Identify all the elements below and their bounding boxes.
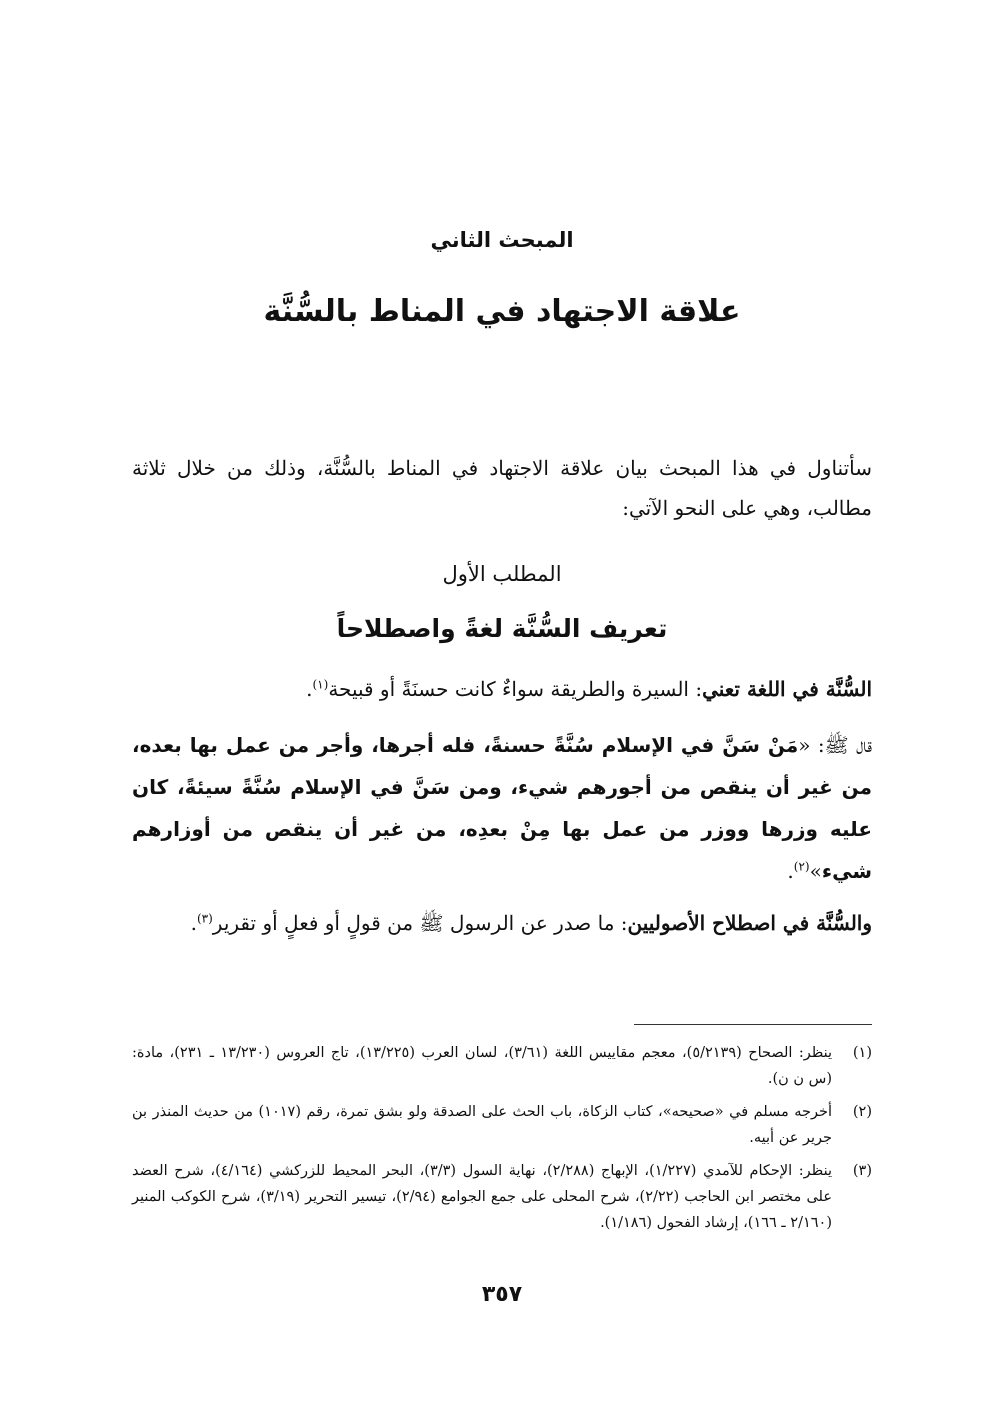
definition-language-paragraph — [132, 668, 872, 711]
definition-usul-text: : ما صدر عن الرسول ﷺ من قولٍ أو فعلٍ أو تقرير — [212, 911, 628, 935]
definition-language-text: : السيرة والطريقة سواءٌ كانت حسنَةً أو قبيحة — [328, 677, 703, 701]
footnote-text: أخرجه مسلم في «صحيحه»، كتاب الزكاة، باب الحث على الصدقة ولو بشق تمرة، رقم (١٠١٧) من حديث المنذر بن جرير عن أبيه. — [132, 1104, 833, 1146]
period: . — [190, 911, 197, 935]
subsection-title: تعريف السُّنَّة لغةً واصطلاحاً — [336, 614, 668, 643]
hadith-text: مَنْ سَنَّ في الإسلام سُنَّةً حسنةً، فله أجرها، وأجر من عمل بها بعده، من غير أن ينقص من أجورهم شيء، ومن سَنَّ في الإسلام سُنَّةً سيئةً، كان عليه وزرها ووزر من عمل بها مِنْ بعدِه، من غير أن ينقص من أوزارهم شيء — [132, 733, 872, 883]
hadith-intro: قال ﷺ: « — [798, 733, 872, 757]
footnote-ref-3[interactable]: (٣) — [196, 911, 213, 926]
definition-language-lead: السُّنَّة في اللغة تعني — [702, 677, 872, 701]
subsection-label: المطلب الأول — [442, 562, 562, 586]
hadith-close-quote: » — [809, 859, 822, 883]
footnote-ref-1[interactable]: (١) — [312, 677, 329, 692]
footnote-ref-2[interactable]: (٢) — [793, 859, 810, 874]
footnote-number: (٢) — [852, 1104, 872, 1120]
footnote-text: ينظر: الصحاح (٥/٢١٣٩)، معجم مقاييس اللغة (٣/٦١)، لسان العرب (١٣/٢٢٥)، تاج العروس (١٣/٢٣٠ ـ ٢٣١)، مادة: (س ن ن). — [132, 1045, 833, 1087]
period: . — [787, 859, 794, 883]
definition-usul-paragraph — [132, 902, 872, 945]
footnote-divider — [634, 1024, 872, 1025]
footnote-text: ينظر: الإحكام للآمدي (١/٢٢٧)، الإبهاج (٢/٢٨٨)، نهاية السول (٣/٣)، البحر المحيط للزركشي (٤/١٦٤)، شرح العضد على مختصر ابن الحاجب (٢/٢٢)، شرح المحلى على جمع الجوامع (٢/٩٤)، تيسير التحرير (٣/١٩)، شرح الكوكب المنير (٢/١٦٠ ـ ١٦٦)، إرشاد الفحول (١/١٨٦). — [132, 1163, 832, 1231]
period: . — [306, 677, 313, 701]
footnotes — [132, 1040, 872, 1243]
page-number: ٣٥٧ — [481, 1282, 523, 1307]
intro-paragraph: سأتناول في هذا المبحث بيان علاقة الاجتهاد في المناط بالسُّنَّة، وذلك من خلال ثلاثة مطالب، وهي على النحو الآتي: — [132, 456, 872, 520]
chapter-label: المبحث الثاني — [430, 228, 574, 252]
footnote-item — [132, 1099, 872, 1151]
chapter-title: علاقة الاجتهاد في المناط بالسُّنَّة — [263, 294, 741, 329]
book-page — [132, 0, 872, 1417]
footnote-item — [132, 1158, 872, 1236]
footnote-item — [132, 1040, 872, 1092]
definition-usul-lead: والسُّنَّة في اصطلاح الأصوليين — [627, 911, 872, 935]
footnote-number: (٣) — [852, 1163, 872, 1179]
hadith-paragraph — [132, 724, 872, 892]
footnote-number: (١) — [852, 1045, 872, 1061]
